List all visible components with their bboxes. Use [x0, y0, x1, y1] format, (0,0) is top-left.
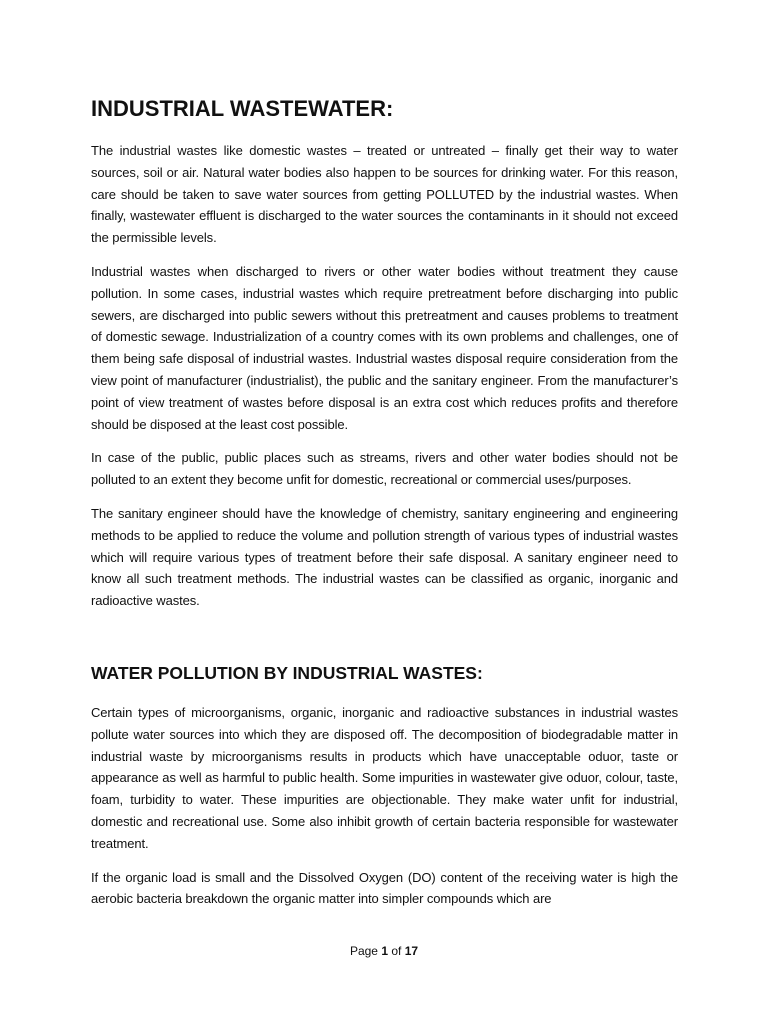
page-label: Page	[349, 944, 378, 958]
section-heading-industrial-wastewater: INDUSTRIAL WASTEWATER:	[91, 96, 394, 121]
of-label: of	[391, 944, 402, 958]
page-footer	[0, 942, 768, 960]
paragraph: Industrial wastes when discharged to rivers or other water bodies without treatment they cause pollution. In some cases, industrial wastes which require pretreatment before discharging into public sewers, are discharged into public sewers without this pretreatment and causes problems to treatment of domestic sewage. Industrialization of a country comes with its own problems and challenges, one of them being safe disposal of industrial wastes. Industrial wastes disposal require consideration from the view point of manufacturer (industrialist), the public and the sanitary engineer. From the manufacturer’s point of view treatment of wastes before disposal is an extra cost which reduces profits and therefore should be disposed at the least cost possible.	[91, 263, 678, 432]
paragraph: The industrial wastes like domestic wastes – treated or untreated – finally get their way to water sources, soil or air. Natural water bodies also happen to be sources for drinking water. For this reason, care should be taken to save water sources from getting POLLUTED by the industrial wastes. When finally, wastewater effluent is discharged to the water sources the contaminants in it should not exceed the permissible levels.	[91, 143, 678, 246]
total-pages-number: 17	[404, 944, 419, 958]
section-spacer	[91, 624, 678, 660]
paragraph: The sanitary engineer should have the knowledge of chemistry, sanitary engineering and engineering methods to be applied to reduce the volume and pollution strength of various types of industrial wastes which will require various types of treatment before their safe disposal. A sanitary engineer need to know all such treatment methods. The industrial wastes can be classified as organic, inorganic and radioactive wastes.	[91, 505, 678, 609]
section-heading-water-pollution: WATER POLLUTION BY INDUSTRIAL WASTES:	[91, 662, 483, 683]
document-body	[91, 92, 678, 922]
current-page-number: 1	[381, 944, 388, 958]
paragraph: Certain types of microorganisms, organic, inorganic and radioactive substances in industrial wastes pollute water sources into which they are disposed off. The decomposition of biodegradable matter in industrial waste by microorganisms results in products which have unacceptable oduor, taste or appearance as well as harmful to public health. Some impurities in wastewater give oduor, colour, taste, foam, turbidity to water. These impurities are objectionable. They make water unfit for industrial, domestic and recreational use. Some also inhibit growth of certain bacteria responsible for wastewater treatment.	[91, 704, 678, 851]
paragraph: If the organic load is small and the Dissolved Oxygen (DO) content of the receiving water is high the aerobic bacteria breakdown the organic matter into simpler compounds which are	[91, 869, 678, 907]
paragraph: In case of the public, public places such as streams, rivers and other water bodies should not be polluted to an extent they become unfit for domestic, recreational or commercial uses/purposes.	[91, 450, 678, 488]
